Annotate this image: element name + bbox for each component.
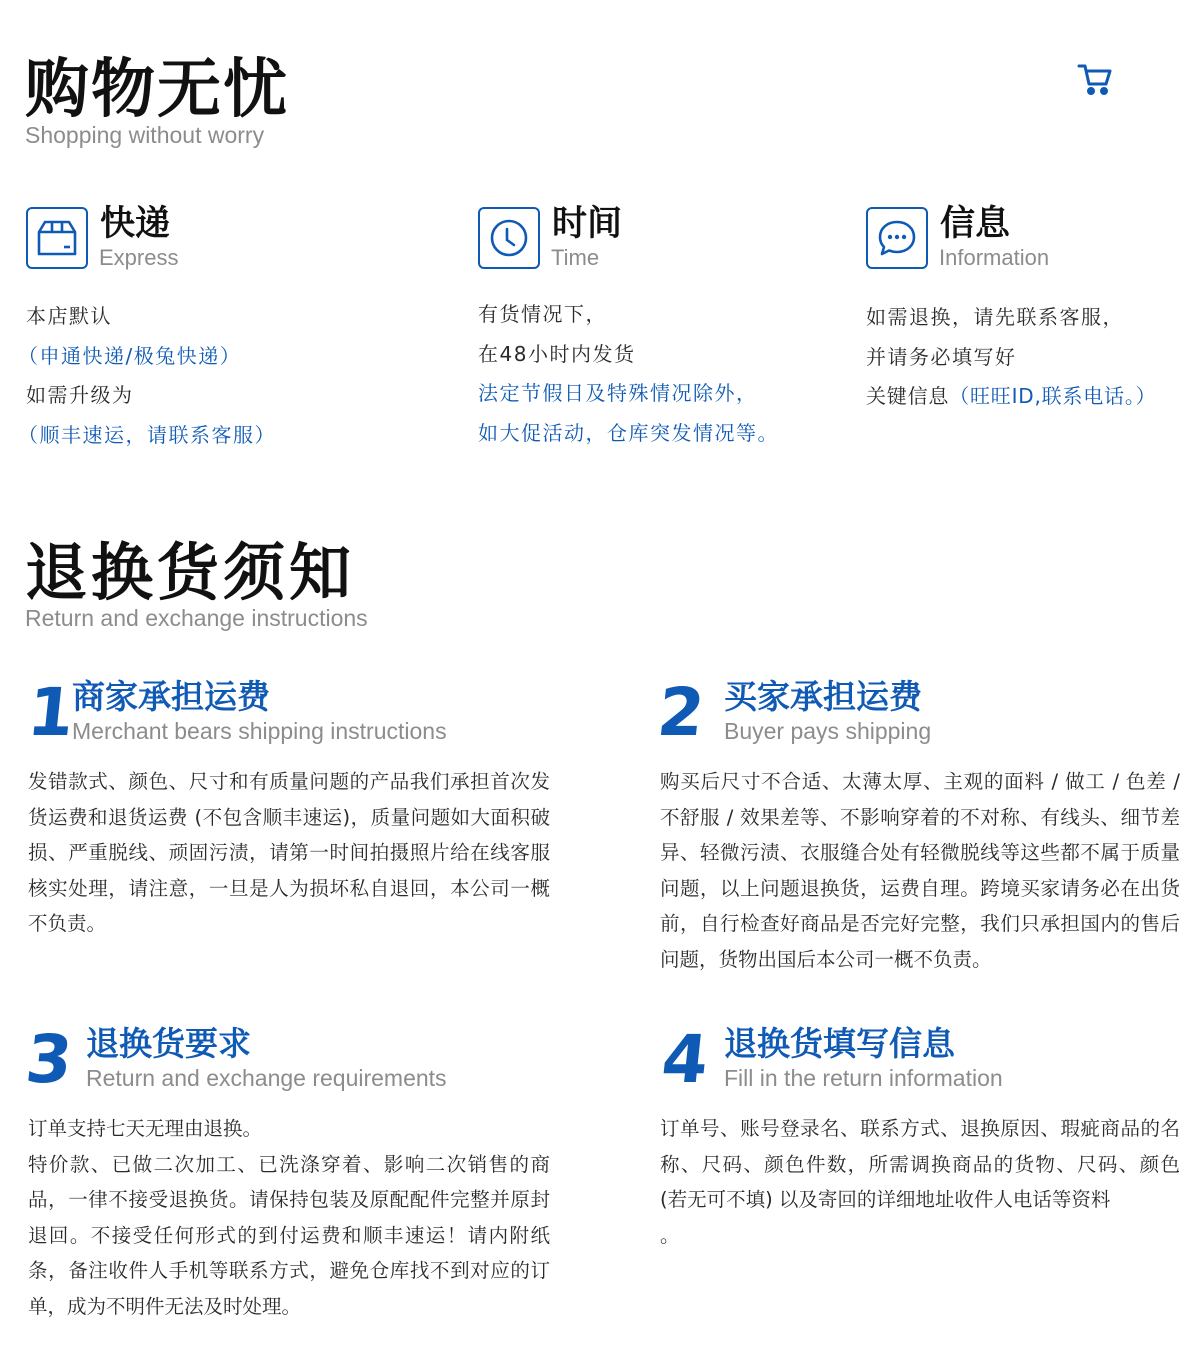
info-line: （顺丰速运，请联系客服） [18, 422, 276, 447]
rule-body: 发错款式、颜色、尺寸和有质量问题的产品我们承担首次发货运费和退货运费 (不包含顺丰速运)，质量问题如大面积破损、严重脱线、顽固污渍，请第一时间拍摄照片给在线客服核实处理，请注意，一旦是人为损坏私自退回，本公司一概不负责。 [28, 770, 550, 935]
returns-subtitle: Return and exchange instructions [25, 605, 368, 631]
info-title: 快递 [100, 204, 171, 244]
info-line: 在48小时内发货 [478, 341, 636, 366]
page-subtitle: Shopping without worry [25, 122, 265, 148]
rule-title: 退换货填写信息 [724, 1024, 955, 1063]
info-text [478, 295, 878, 453]
rule-body: 订单号、账号登录名、联系方式、退换原因、瑕疵商品的名称、尺码、颜色件数，所需调换商品的货物、尺码、颜色 (若无可不填) 以及寄回的详细地址收件人电话等资料 。 [660, 1117, 1180, 1247]
page-title: 购物无忧 [25, 53, 289, 127]
info-line: 有货情况下， [478, 302, 607, 326]
info-line: （申通快递/极兔快递） [18, 343, 242, 368]
chat-bubble-icon [866, 207, 928, 269]
info-text [866, 298, 1200, 417]
rule-number: 3 [22, 1021, 77, 1098]
info-title: 时间 [552, 204, 623, 244]
rule-title: 买家承担运费 [724, 677, 922, 716]
info-line: 如需升级为 [26, 383, 134, 407]
info-line: 如大促活动，仓库突发情况等。 [478, 420, 779, 445]
rule-body: 购买后尺寸不合适、太薄太厚、主观的面料 / 做工 / 色差 / 不舒服 / 效果差等、不影响穿着的不对称、有线头、细节差异、轻微污渍、衣服缝合处有轻微脱线等这些都不属于质量问题，以上问题退换货，运费自理。跨境买家请务必在出货前，自行检查好商品是否完好完整，我们只承担国内的售后问题，货物出国后本公司一概不负责。 [660, 770, 1180, 971]
returns-title: 退换货须知 [25, 536, 356, 609]
rule-number: 2 [654, 674, 709, 751]
info-line: 如需退换，请先联系客服， [866, 305, 1124, 329]
rule-subtitle: Return and exchange requirements [86, 1065, 447, 1091]
rule-title: 商家承担运费 [72, 677, 270, 716]
shopping-cart-icon[interactable] [1075, 60, 1115, 100]
info-line-text: 关键信息 [866, 384, 950, 408]
info-line: 本店默认 [26, 304, 112, 328]
info-line-accent: （旺旺ID,联系电话。） [949, 384, 1157, 408]
rule-number: 1 [24, 674, 79, 751]
info-text [18, 297, 426, 455]
rule-subtitle: Merchant bears shipping instructions [72, 718, 447, 744]
rule-subtitle: Fill in the return information [724, 1065, 1003, 1091]
info-subtitle: Express [99, 245, 179, 270]
rule-subtitle: Buyer pays shipping [724, 718, 932, 744]
info-line [866, 377, 1200, 417]
info-subtitle: Time [551, 245, 600, 270]
package-box-icon [26, 207, 88, 269]
info-line: 法定节假日及特殊情况除外， [478, 381, 758, 405]
info-title: 信息 [940, 204, 1011, 244]
rule-body: 订单支持七天无理由退换。 特价款、已做二次加工、已洗涤穿着、影响二次销售的商品，一律不接受退换货。请保持包装及原配配件完整并原封退回。不接受任何形式的到付运费和顺丰速运！请内附纸条，备注收件人手机等联系方式，避免仓库找不到对应的订单，成为不明件无法及时处理。 [28, 1117, 550, 1318]
rule-title: 退换货要求 [86, 1024, 251, 1063]
clock-icon [478, 207, 540, 269]
info-line: 并请务必填写好 [866, 344, 1017, 369]
rule-number: 4 [658, 1021, 713, 1098]
info-subtitle: Information [939, 245, 1050, 270]
